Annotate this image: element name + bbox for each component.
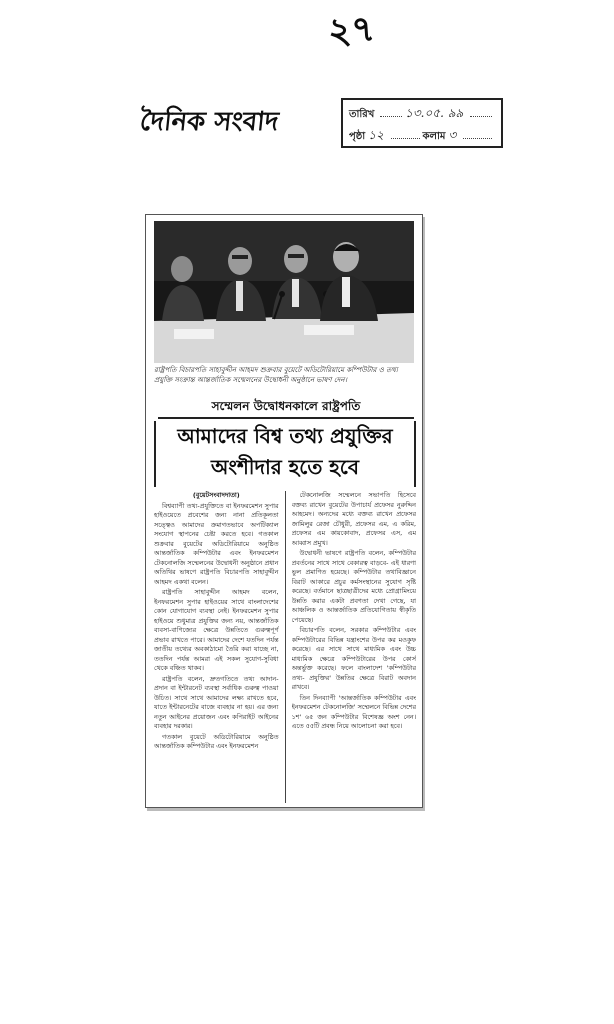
stamp-dots [470,102,492,117]
article-paragraph: টেকনোলজি সম্মেলনে সভাপতি হিসেবে বক্তব্য রাখেন বুয়েটের উপাচার্য প্রফেসর নুরুদ্দিন আহমেদ। অন্যদের মধ্যে বক্তব্য রাখেন প্রফেসর জামিলুর রেজা চৌধুরী, প্রফেসর এম, এ করিম, প্রফেসর এম কায়কোবাদ, প্রফেসর এস, এম আব্বাস প্রমুখ। [291,491,416,547]
column-divider [285,491,286,803]
article-paragraph: তিন দিনব্যাপী 'আন্তর্জাতিক কম্পিউটার এবং ইনফরমেশন টেকনোলজি' সম্মেলনে বিভিন্ন দেশের ১শ' ৬৫ জন কম্পিউটার বিশেষজ্ঞ অংশ নেন। এতে ৫৫টি প্রবন্ধ নিয়ে আলোচনা করা হবে। [291,693,416,730]
article-headline: আমাদের বিশ্ব তথ্য প্রযুক্তির অংশীদার হতে হবে [154,421,416,487]
newspaper-clipping [145,214,423,808]
article-paragraph: গতকাল বুয়েটে অডিটোরিয়ামে অনুষ্ঠিত আন্তর্জাতিক কম্পিউটার এবং ইনফরমেশন [154,732,279,750]
article-paragraph: বিশ্বব্যাপী তথ্য-প্রযুক্তিতে বা ইনফরমেশন সুপার হাইওয়েতে প্রবেশের জন্য নানা প্রতিকূলতা সত্ত্বেও আমাদের ক্রমাগতভাবে অপটিক্যাল সংযোগ স্থাপনের চেষ্টা করতে হবে। গতকাল শুক্রবার বুয়েটের অডিটোরিয়ামে অনুষ্ঠিত আন্তর্জাতিক কম্পিউটার এবং ইনফরমেশন টেকনোলজি সম্মেলনের উদ্বোধনী অনুষ্ঠানে প্রধান অতিথির ভাষণে রাষ্ট্রপতি বিচারপতি সাহাবুদ্দীন আহমদ একথা বলেন। [154,501,279,586]
stamp-date-label: তারিখ [349,109,375,120]
article-body [154,491,416,803]
newspaper-masthead: দৈনিক সংবাদ [138,107,280,137]
photo-caption: রাষ্ট্রপতি বিচারপতি সাহাবুদ্দীন আহমদ শুক্রবার বুয়েটে অডিটোরিয়ামে কম্পিউটার ও তথ্য প্রযুক্তি সংক্রান্ত আন্তর্জাতিক সম্মেলনের উদ্বোধনী অনুষ্ঠানে ভাষণ দেন। [154,366,398,384]
news-photo [154,221,414,363]
stamp-page-value: ১২ [368,128,384,142]
stamp-page-label: পৃষ্ঠা [349,131,366,142]
stamp-date-value: ১৩.০৫. ৯৯ [405,106,464,120]
stamp-page-row [349,124,495,146]
article-paragraph: বিচারপতি বলেন, সরকার কম্পিউটার এবং কম্পিউটারের বিভিন্ন যন্ত্রাংশের উপর কর মওকুফ করেছে। এর সাথে সাথে মাধ্যমিক এবং উচ্চ মাধ্যমিক ক্ষেত্রে কম্পিউটারের উপর কোর্স অন্তর্ভুক্ত করেছে। ফলে বাংলাদেশ 'কম্পিউটার তথ্য- প্রযুক্তির' উন্নতির ক্ষেত্রে বিরাট অবদান রাখবে। [291,626,416,691]
article-column-1 [154,491,279,803]
article-column-2 [292,491,417,803]
stamp-date-row [349,102,495,124]
article-paragraph: উদ্বোধনী ভাষণে রাষ্ট্রপতি বলেন, কম্পিউটার প্রবর্তনের সাথে সাথে বেকারত্ব বাড়বে- এই ধারণা ভুল প্রমাণিত হয়েছে। কম্পিউটার তথাবিজ্ঞানে বিরাট আকারে প্রচুর কর্মসংস্থানের সুযোগ সৃষ্টি করেছে। বর্তমানে ছাত্রছাত্রীদের মধ্যে প্রোগ্রামিংয়ে উন্নতি করার একটা প্রবণতা দেখা গেছে, যা আঞ্চলিক ও আন্তর্জাতিক প্রতিযোগিতায় স্বীকৃতি পেয়েছে। [291,549,416,624]
photo-illustration [154,221,414,363]
article-dateline: (বুয়েটসংবাদদাতা) [192,491,240,499]
article-paragraph: রাষ্ট্রপতি সাহাবুদ্দীন আহমদ বলেন, ইনফরমেশন সুপার হাইওয়ের সাথে বাংলাদেশের কোন যোগাযোগ ব্যবস্থা নেই। ইনফরমেশন সুপার হাইওয়ে শুধুমাত্র প্রযুক্তির জন্য নয়, আন্তর্জাতিক ব্যবসা-বাণিজ্যের ক্ষেত্রে উন্নতিতে গুরুত্বপূর্ণ প্রভাব রাখতে পারে। আমাদের দেশে যতদিন পর্যন্ত জাতীয় তথ্যের অবকাঠামো তৈরি করা যাচ্ছে না, ততদিন পর্যন্ত আমরা এই সকল সুযোগ-সুবিধা থেকে বঞ্চিত থাকব। [154,588,279,672]
stamp-dots [380,102,402,117]
stamp-column-label: কলাম [422,131,446,142]
archive-stamp [341,98,503,148]
article-paragraph: রাষ্ট্রপতি বলেন, দ্রুতগতিতে তথ্য আদান-প্রদান বা ইন্টারনেট ব্যবস্থা সর্বাধিক গুরুত্ব পাওয়া উচিত। সাথে সাথে আমাদের লক্ষ্য রাখতে হবে, যাতে ইন্টারনেটের বাজে ব্যবহার না হয়। এর জন্য নতুন আইনের প্রয়োজন এবং কপিরাইট আইনের ব্যবহার দরকার। [154,674,279,730]
article-kicker: সম্মেলন উদ্বোধনকালে রাষ্ট্রপতি [158,395,414,419]
stamp-column-value: ৩ [448,128,457,142]
stamp-dots [391,124,420,139]
stamp-dots [463,124,492,139]
page-number: ২৭ [326,7,377,53]
